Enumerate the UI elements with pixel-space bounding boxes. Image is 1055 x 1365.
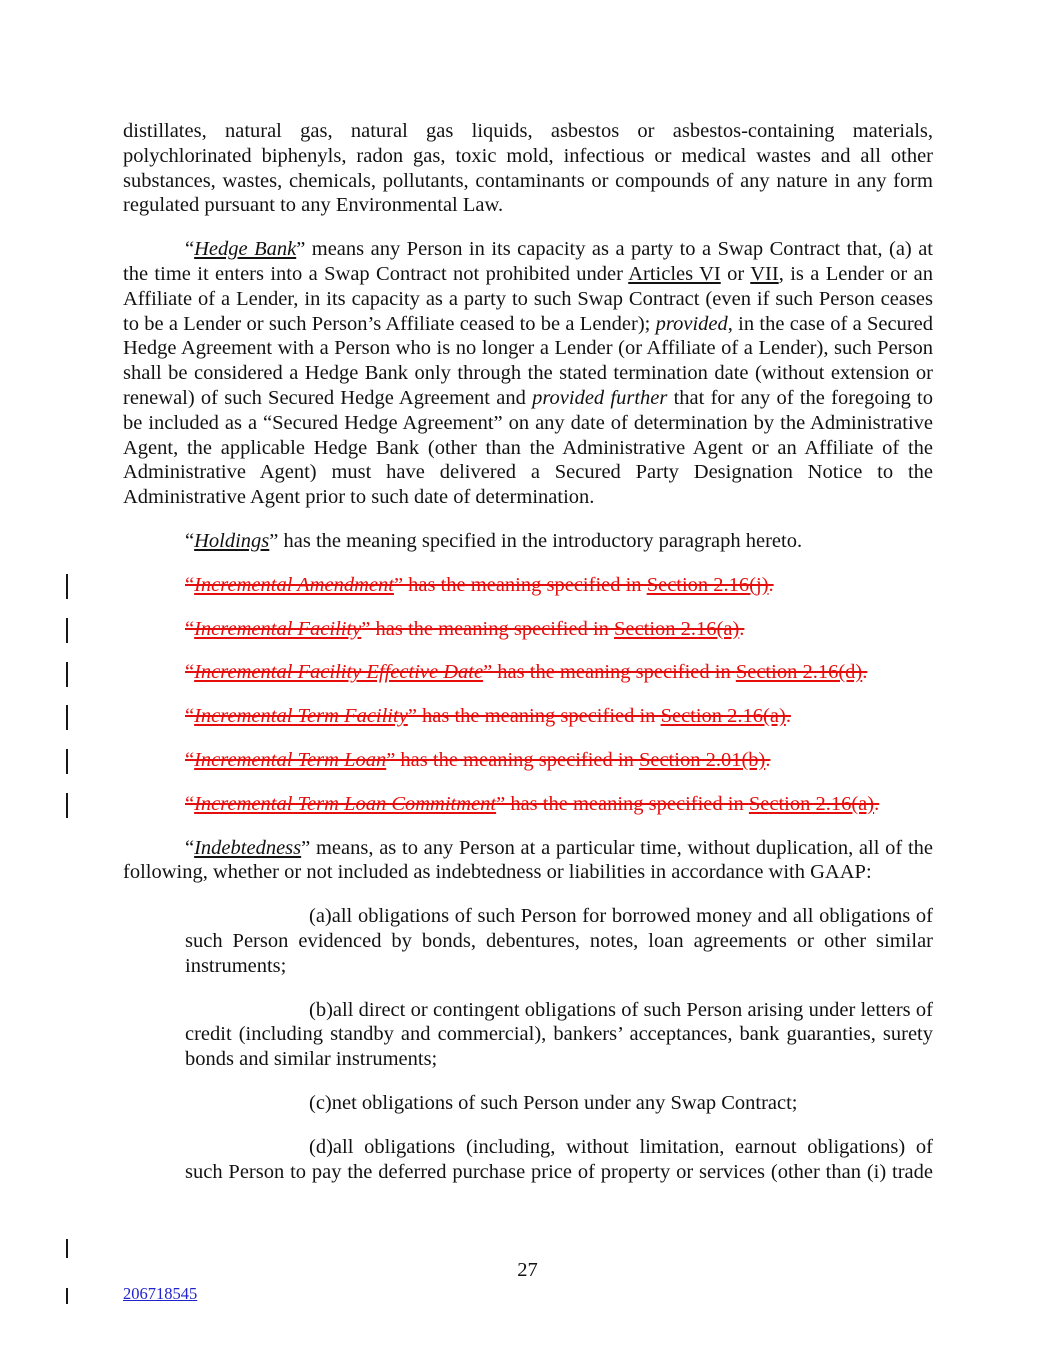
document-body	[123, 119, 933, 1203]
defined-term: Incremental Term Loan Commitment	[194, 792, 497, 815]
list-item-label: (b)	[309, 998, 333, 1021]
section-reference: Articles VI	[628, 262, 721, 285]
body-text: .	[765, 748, 771, 771]
section-reference: Section 2.01(b)	[638, 748, 766, 771]
body-text: ” has the meaning specified in	[483, 661, 736, 684]
definition-incremental-term-loan-commitment-deleted	[123, 792, 933, 817]
change-bar	[66, 574, 68, 599]
list-item-d	[185, 1135, 933, 1185]
body-text: .	[739, 617, 745, 640]
body-text: , in the case of a Secured Hedge Agreement with a Person who is no longer a Lender (or Affiliate of a Lender), such Person shall be considered a Hedge Bank only through the stated termination date (without extension or renewal) of such Secured Hedge Agreement and	[123, 312, 934, 409]
list-item-label: (c)	[309, 1091, 332, 1114]
deleted-run	[185, 749, 770, 771]
italic-proviso: provided	[655, 312, 728, 335]
change-bar	[66, 793, 68, 818]
body-text: .	[874, 792, 880, 815]
section-reference: VII	[750, 262, 779, 285]
section-reference: Section 2.16(a)	[748, 792, 875, 815]
body-text: ” has the meaning specified in	[393, 573, 647, 596]
defined-term: Incremental Term Facility	[194, 705, 408, 728]
quote-open: “	[185, 792, 195, 815]
section-reference: Section 2.16(j)	[646, 573, 769, 596]
quote-open: “	[185, 617, 195, 640]
body-text: ” has the meaning specified in	[361, 617, 615, 640]
body-text: ” has the meaning specified in	[407, 705, 661, 728]
body-text: ” means any Person in its capacity as a party to a Swap Contract that, (a) at the time it enters into a Swap Contract not prohibited under	[123, 238, 933, 285]
quote-open: “	[185, 748, 195, 771]
quote-open: “	[185, 836, 195, 859]
quote-open: “	[185, 573, 195, 596]
body-text: all direct or contingent obligations of such Person arising under letters of credit (including standby and commercial), bankers’ acceptances, bank guaranties, surety bonds and similar instruments;	[185, 998, 933, 1071]
body-text: .	[768, 573, 774, 596]
list-item-c	[185, 1091, 933, 1116]
italic-proviso: provided further	[532, 386, 668, 409]
deleted-run	[185, 661, 867, 683]
body-text: , is a Lender or an Affiliate of a Lender, in its capacity as a party to such Swap Contract (even if such Person ceases to be a Lender or such Person’s Affiliate ceased to be a Lender);	[123, 262, 933, 335]
list-item-b	[185, 998, 933, 1072]
change-bar	[66, 1239, 68, 1258]
defined-term: Hedge Bank	[194, 238, 297, 261]
body-text: ” means, as to any Person at a particular time, without duplication, all of the following, whether or not included as indebtedness or liabilities in accordance with GAAP:	[123, 836, 933, 884]
deleted-run	[185, 793, 879, 815]
list-item-label: (d)	[309, 1135, 333, 1158]
definition-incremental-amendment-deleted	[123, 573, 933, 598]
section-reference: Section 2.16(d)	[735, 661, 863, 684]
defined-term: Incremental Facility	[194, 617, 362, 640]
body-text: distillates, natural gas, natural gas liquids, asbestos or asbestos-containing materials, polychlorinated biphenyls, radon gas, toxic mold, infectious or medical wastes and all other substances, wastes, chemicals, pollutants, contaminants or compounds of any nature in any form regulated pursuant to any Environmental Law.	[123, 120, 933, 217]
section-reference: Section 2.16(a)	[660, 705, 786, 728]
deleted-run	[185, 618, 744, 640]
definition-incremental-term-loan-deleted	[123, 748, 933, 773]
definition-hedge-bank	[123, 237, 933, 510]
definition-incremental-facility-effective-date-deleted	[123, 660, 933, 685]
quote-open: “	[185, 529, 195, 552]
change-bar	[66, 618, 68, 643]
body-text: .	[862, 661, 868, 684]
deleted-run	[185, 574, 774, 596]
definition-incremental-term-facility-deleted	[123, 704, 933, 729]
doc-number-link[interactable]: 206718545	[123, 1284, 198, 1303]
list-item-label: (a)	[309, 905, 332, 928]
body-text: ” has the meaning specified in the introductory paragraph hereto.	[269, 529, 803, 552]
page-number: 27	[517, 1259, 538, 1281]
change-bar	[66, 1288, 68, 1304]
defined-term: Holdings	[194, 529, 270, 552]
defined-term: Incremental Facility Effective Date	[194, 661, 484, 684]
list-item-a	[185, 904, 933, 978]
section-reference: Section 2.16(a)	[614, 617, 740, 640]
defined-term: Incremental Amendment	[194, 573, 394, 596]
body-text: ” has the meaning specified in	[496, 792, 749, 815]
deleted-run	[185, 705, 791, 727]
body-text: net obligations of such Person under any Swap Contract;	[331, 1091, 798, 1114]
change-bar	[66, 749, 68, 774]
change-bar	[66, 662, 68, 687]
definition-holdings	[123, 529, 933, 554]
quote-open: “	[185, 661, 195, 684]
body-text: that for any of the foregoing to be included as a “Secured Hedge Agreement” on any date of determination by the Administrative Agent, the applicable Hedge Bank (other than the Administrative Agent or an Affiliate of the Administrative Agent) must have delivered a Secured Party Designation Notice to the Administrative Agent prior to such date of determination.	[123, 386, 933, 509]
quote-open: “	[185, 705, 195, 728]
paragraph-continuation	[123, 119, 933, 218]
change-bar	[66, 705, 68, 730]
body-text: all obligations (including, without limitation, earnout obligations) of such Person to pay the deferred purchase price of property or services (other than (i) trade	[185, 1135, 933, 1183]
quote-open: “	[185, 238, 195, 261]
definition-indebtedness	[123, 836, 933, 886]
defined-term: Incremental Term Loan	[194, 748, 387, 771]
defined-term: Indebtedness	[194, 836, 302, 859]
body-text: all obligations of such Person for borrowed money and all obligations of such Person evidenced by bonds, debentures, notes, loan agreements or other similar instruments;	[185, 905, 933, 977]
definition-incremental-facility-deleted	[123, 617, 933, 642]
body-text: ” has the meaning specified in	[386, 748, 639, 771]
body-text: .	[785, 705, 791, 728]
body-text: or	[720, 262, 751, 285]
